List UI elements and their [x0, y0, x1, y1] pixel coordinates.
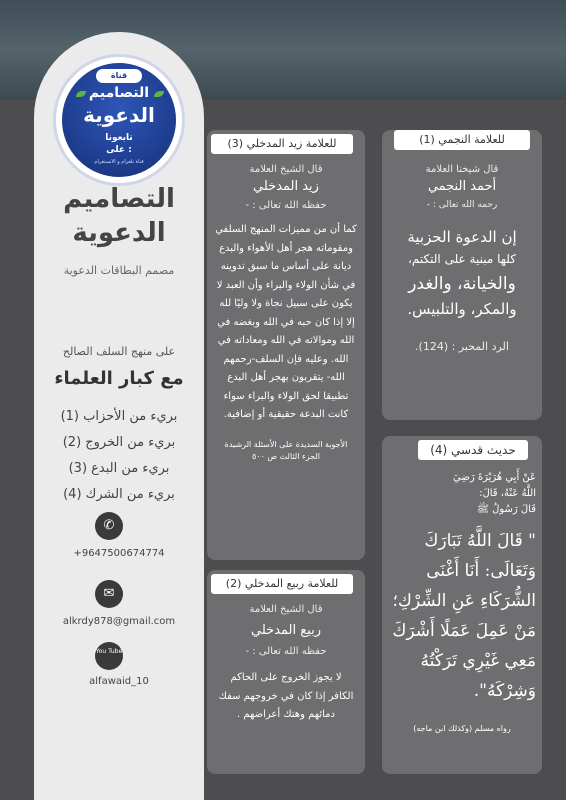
card-title: للعلامة ربيع المدخلي (2): [211, 574, 353, 594]
phone-icon[interactable]: ✆: [95, 512, 123, 540]
list-item: بريء من الشرك (4): [63, 487, 175, 502]
logo-follow: تابعونا: [105, 133, 133, 143]
card-najmi: [382, 130, 542, 420]
logo-follow2: على :: [106, 145, 132, 155]
quote-line: إن الدعوة الحزبية: [407, 228, 517, 246]
reference-text: رواه مسلم (وكذلك ابن ماجه): [413, 724, 511, 733]
scholar-name: أحمد النجمي: [427, 179, 497, 194]
email-address[interactable]: alkrdy878@gmail.com: [62, 616, 176, 627]
reference-text: الأجوبة السديدة على الأسئلة الرشيدة الجزء الثالث ص ٥٠٠: [224, 439, 348, 461]
email-icon[interactable]: ✉: [95, 580, 123, 608]
scholar-name: ربيع المدخلي: [251, 623, 321, 638]
youtube-icon[interactable]: You Tube: [95, 642, 123, 670]
intro-text: قال الشيخ العلامة: [249, 164, 323, 175]
narration-line: عَنْ أَبِي هُرَيْرَةَ رَضِيَ: [453, 472, 536, 483]
narration-line: اللَّهُ عَنْهُ، قَالَ:: [479, 488, 536, 499]
card-body: [382, 164, 542, 353]
list-item: بريء من الأحزاب (1): [60, 409, 178, 424]
card-body: [207, 604, 365, 725]
card-title: حديث قدسي (4): [418, 440, 528, 460]
quote-line: كلها مبنية على التكتم،: [408, 252, 516, 266]
brand-title: التصاميم الدعوية: [63, 184, 175, 248]
manhaj-text: على منهج السلف الصالح: [62, 345, 176, 358]
brand-subtitle: مصمم البطاقات الدعوية: [63, 264, 175, 277]
logo-channel-label: قناة: [96, 69, 142, 83]
dua-text: حفظه الله تعالى : -: [245, 646, 327, 657]
logo-small-text: قناة تلغرام و الانستغرام: [94, 159, 144, 165]
sidebar-profile: [34, 32, 204, 800]
quote-paragraph: كما أن من مميزات المنهج السلفي ومقوماته هجر أهل الأهواء والبدع ديانة على أساس ما سبق تدوينه في شأن الولاء والبراء وأن العبد لا يكون على سبيل نجاة ولا وليًا لله إلا إذا كان حبه في الله وبغضه في الله وموالاته في الله ومعاداته في الله. وعليه فإن السلف-رحمهم الله- يتقربون بهجر أهل البدع تطبيقا لحق الولاء والبراء سواء كانت البدعة حقيقية أو إضافية.: [215, 224, 357, 420]
scholars-text: مع كبار العلماء: [54, 368, 184, 389]
channel-logo[interactable]: [53, 54, 185, 186]
intro-text: قال الشيخ العلامة: [249, 604, 323, 615]
dua-text: رحمه الله تعالى : -: [426, 200, 498, 210]
intro-text: قال شيخنا العلامة: [425, 164, 499, 175]
card-title: للعلامة النجمي (1): [394, 130, 530, 150]
card-body: [388, 470, 536, 733]
quote-paragraph: لا يجوز الخروج على الحاكم الكافر إذا كان في خروجهم سفك دمائهم وهتك أعراضهم .: [218, 672, 354, 720]
card-body: [207, 164, 365, 463]
quote-line: والمكر، والتلبيس.: [407, 300, 517, 318]
quote-line: والخيانة، والغدر: [408, 274, 516, 294]
logo-line2: الدعوية: [83, 103, 155, 127]
card-title: للعلامة زيد المدخلي (3): [211, 134, 353, 154]
principles-list: [34, 404, 204, 508]
phone-number[interactable]: +9647500674774: [73, 548, 165, 559]
reference-text: الرد المحبر : (124).: [415, 340, 509, 353]
scholar-name: زيد المدخلي: [253, 179, 319, 194]
dua-text: حفظه الله تعالى : -: [245, 200, 327, 211]
card-zaid: [207, 130, 365, 560]
logo-line1: التصاميم: [88, 85, 150, 101]
hadith-text: " قَالَ اللَّهُ تَبَارَكَ وَتَعَالَى: أَنَا أَغْنَى الشُّرَكَاءِ عَنِ الشِّرْكِ؛ مَنْ عَمِلَ عَمَلًا أَشْرَكَ مَعِي غَيْرِي تَرَكْتُهُ وَشِرْكَهُ".: [392, 531, 536, 701]
narration-line: قَالَ رَسُولُ ﷺ: [476, 504, 536, 515]
youtube-handle[interactable]: alfawaid_10: [89, 676, 149, 687]
card-hadith: [382, 436, 542, 774]
list-item: بريء من البدع (3): [68, 461, 170, 476]
logo-badge: [62, 63, 176, 177]
card-rabee: [207, 570, 365, 774]
list-item: بريء من الخروج (2): [62, 435, 176, 450]
